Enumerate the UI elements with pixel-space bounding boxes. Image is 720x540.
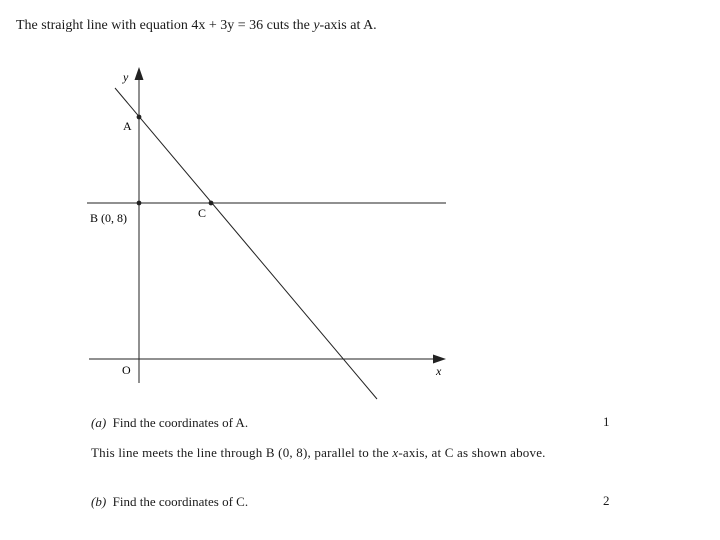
paragraph-text-2: -axis, at C as shown above.: [398, 445, 546, 460]
paragraph-axis-variable: x: [392, 445, 399, 460]
point-c-label: C: [198, 206, 207, 220]
line-equation: 4x + 3y = 36: [191, 18, 264, 33]
question-b-text: Find the coordinates of C.: [112, 494, 249, 509]
line-4x-3y-36: [115, 88, 377, 399]
x-axis-label: x: [436, 364, 442, 378]
intro-text-1: The straight line with equation: [16, 18, 192, 33]
intro-axis-variable: y: [313, 18, 320, 33]
paragraph-line-c: [91, 446, 581, 460]
point-c: [209, 201, 214, 206]
question-b: [91, 494, 248, 510]
point-b-label: B (0, 8): [90, 211, 127, 225]
paragraph-text-1: This line meets the line through B (0, 8), parallel to the: [91, 445, 393, 460]
point-a: [137, 115, 142, 120]
intro-text-2: cuts the: [263, 18, 314, 33]
y-axis-label: y: [123, 70, 129, 84]
question-b-marks: 2: [603, 493, 610, 508]
point-a-label: A: [123, 119, 132, 133]
point-b: [137, 201, 142, 206]
y-axis-arrow: [135, 67, 144, 80]
origin-label: O: [122, 363, 131, 377]
question-a-part: (a): [91, 415, 107, 430]
intro-text-3: -axis at A.: [319, 18, 377, 33]
question-a: [91, 415, 248, 431]
question-a-text: Find the coordinates of A.: [112, 415, 249, 430]
question-b-part: (b): [91, 494, 107, 509]
x-axis-arrow: [433, 355, 446, 364]
question-a-marks: 1: [603, 414, 610, 429]
